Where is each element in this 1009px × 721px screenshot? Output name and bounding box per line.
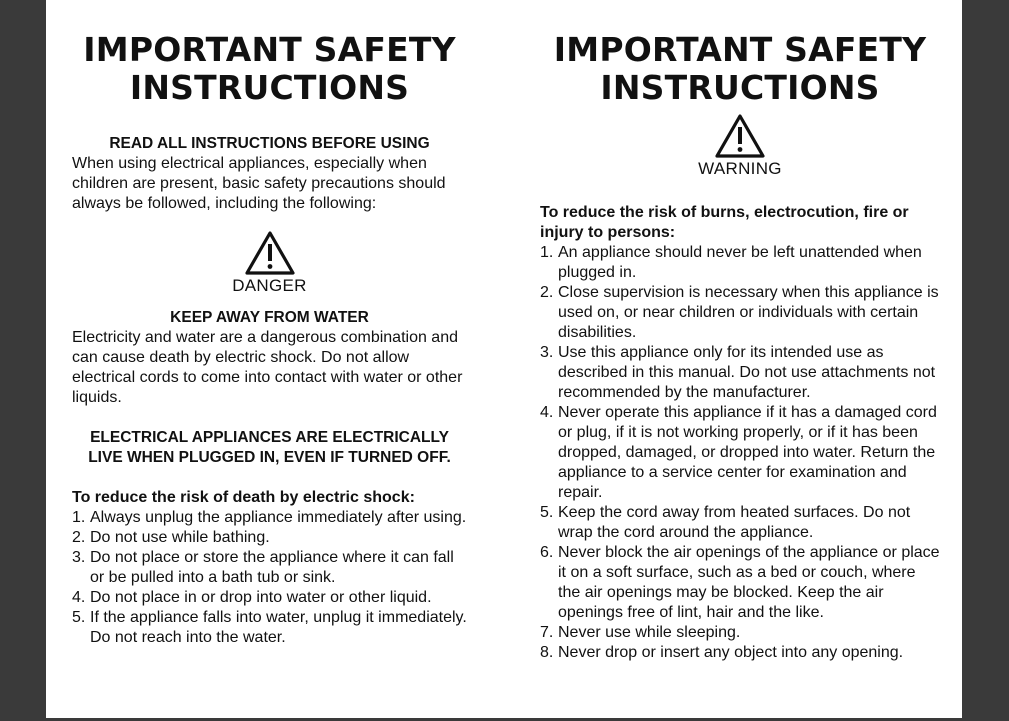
list-item: 5. Keep the cord away from heated surfaces. Do not wrap the cord around the appliance. [540, 504, 911, 541]
list-item: 1. Always unplug the appliance immediately after using. [72, 509, 467, 526]
live-line1: ELECTRICAL APPLIANCES ARE ELECTRICALLY [90, 429, 449, 446]
list-item: 5. If the appliance falls into water, unplug it immediately. Do not reach into the water. [72, 609, 467, 646]
water-paragraph: Electricity and water are a dangerous combination and can cause death by electric shock. Do not allow electrical cords to come into contact with water or other liquids. [72, 329, 463, 406]
list-item: 7. Never use while sleeping. [540, 624, 741, 641]
right-page-title [540, 31, 940, 107]
live-appliances-heading [68, 428, 471, 468]
intro-paragraph: When using electrical appliances, especially when children are present, basic safety precautions should always be followed, including the following: [72, 155, 446, 212]
danger-label: DANGER [232, 276, 307, 295]
list-item: 1. An appliance should never be left unattended when plugged in. [540, 244, 922, 281]
right-title-line2: INSTRUCTIONS [600, 68, 880, 107]
shock-list [72, 508, 467, 648]
left-page-title [72, 31, 467, 107]
list-item: 8. Never drop or insert any object into any opening. [540, 644, 904, 661]
list-item: 2. Close supervision is necessary when this appliance is used on, or near children or individuals with certain disabilities. [540, 284, 939, 341]
left-column [72, 0, 467, 648]
warning-label: WARNING [698, 159, 782, 178]
warning-triangle-icon [244, 230, 296, 276]
shock-heading: To reduce the risk of death by electric shock: [72, 489, 415, 506]
left-title-line1: IMPORTANT SAFETY [83, 30, 456, 69]
danger-block [72, 230, 467, 296]
warning-block [540, 113, 940, 179]
warning-triangle-icon [714, 113, 766, 159]
list-item: 4. Do not place in or drop into water or other liquid. [72, 589, 432, 606]
keep-away-heading: KEEP AWAY FROM WATER [170, 309, 369, 326]
right-column [540, 0, 940, 663]
list-item: 6. Never block the air openings of the appliance or place it on a soft surface, such as a bed or couch, where the air openings may be blocked. Keep the air openings free of lint, hair and the like. [540, 544, 940, 621]
left-title-line2: INSTRUCTIONS [129, 68, 410, 107]
burn-heading: To reduce the risk of burns, electrocution, fire or injury to persons: [540, 204, 909, 241]
manual-page [46, 0, 962, 718]
list-item: 3. Use this appliance only for its intended use as described in this manual. Do not use attachments not recommended by the manufacturer. [540, 344, 936, 401]
read-instructions-heading: READ ALL INSTRUCTIONS BEFORE USING [109, 135, 430, 152]
right-title-line1: IMPORTANT SAFETY [553, 30, 927, 69]
list-item: 3. Do not place or store the appliance where it can fall or be pulled into a bath tub or sink. [72, 549, 454, 586]
live-line2: LIVE WHEN PLUGGED IN, EVEN IF TURNED OFF. [88, 449, 451, 466]
burn-list [540, 243, 940, 663]
list-item: 2. Do not use while bathing. [72, 529, 270, 546]
list-item: 4. Never operate this appliance if it has a damaged cord or plug, if it is not working properly, or if it has been dropped, damaged, or dropped into water. Return the appliance to a service center for examination and repair. [540, 404, 937, 501]
